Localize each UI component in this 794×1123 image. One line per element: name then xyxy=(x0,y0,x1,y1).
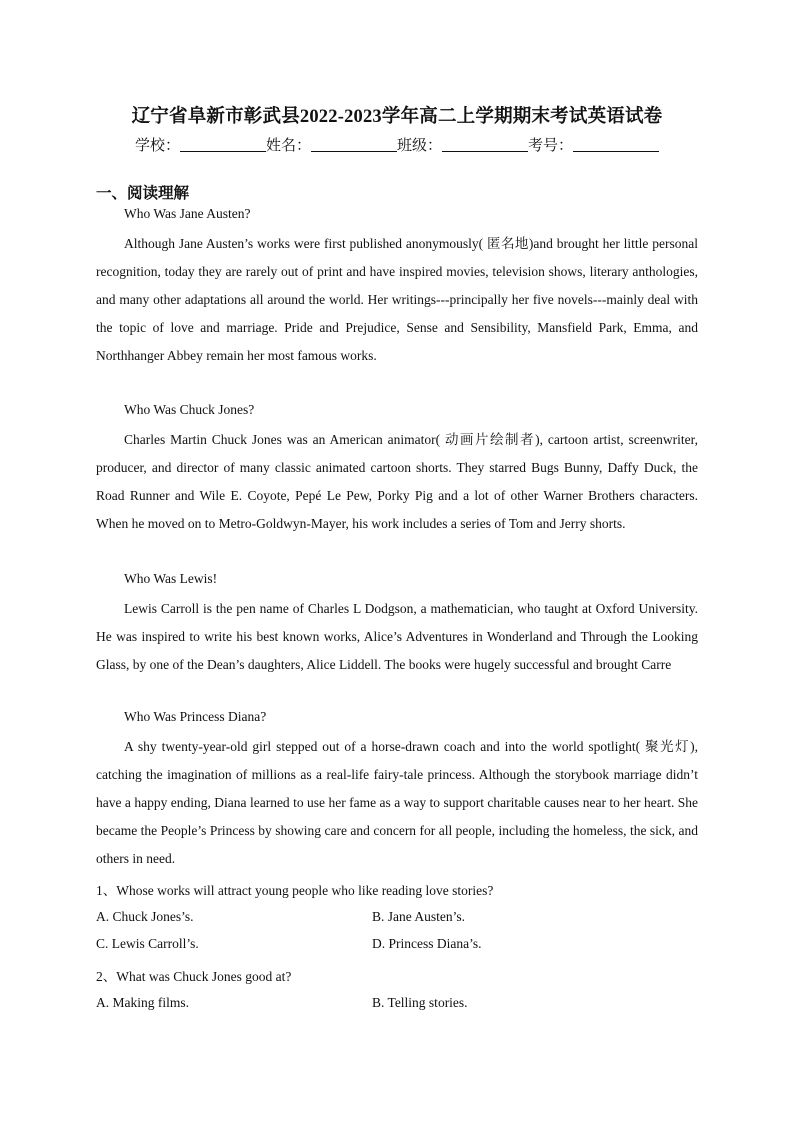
passage-text: Charles Martin Chuck Jones was an American animator( 动画片绘制者), cartoon artist, screenwriter, producer, and director of many classic animated cartoon shorts. They starred Bugs Bunny, Daffy Duck, the Road Runner and Wile E. Coyote, Pepé Le Pew, Porky Pig and a lot of other Warner Brothers characters. When he moved on to Metro-Goldwyn-Mayer, his work includes a series of Tom and Jerry shorts. xyxy=(96,432,698,531)
class-label: 班级： xyxy=(397,138,443,154)
passage-text: Lewis Carroll is the pen name of Charles L Dodgson, a mathematician, who taught at Oxford University. He was inspired to write his best known works, Alice’s Adventures in Wonderland and Through the Looking Glass, by one of the Dean’s daughters, Alice Liddell. The books were hugely successful and brought Carre xyxy=(96,601,698,672)
number-label: 考号： xyxy=(528,138,574,154)
passage-title: Who Was Chuck Jones? xyxy=(124,402,255,417)
exam-title: 辽宁省阜新市彰武县2022-2023学年高二上学期期末考试英语试卷 xyxy=(131,107,663,127)
passage-title: Who Was Lewis! xyxy=(124,571,218,586)
number-blank xyxy=(573,137,659,152)
school-blank xyxy=(180,137,266,152)
passage-text: Although Jane Austen’s works were first published anonymously( 匿名地)and brought her little personal recognition, today they are rarely out of print and have inspired movies, television shows, literary anthologies, and many other adaptations all around the world. Her writings---principally her five novels---mainly deal with the topic of love and marriage. Pride and Prejudice, Sense and Sensibility, Mansfield Park, Emma, and Northhanger Abbey remain her most famous works. xyxy=(96,236,698,363)
passage-4 xyxy=(96,707,698,873)
passage-title: Who Was Princess Diana? xyxy=(124,709,267,724)
class-blank xyxy=(442,137,528,152)
passage-3 xyxy=(96,569,698,679)
question-2-stem: 2、What was Chuck Jones good at? xyxy=(96,969,292,984)
question-1-option-b[interactable]: B. Jane Austen’s. xyxy=(372,909,465,924)
passage-title: Who Was Jane Austen? xyxy=(124,206,251,221)
passage-text: A shy twenty-year-old girl stepped out of a horse-drawn coach and into the world spotlight( 聚光灯), catching the imagination of millions as a real-life fairy-tale princess. Although the storybook marriage didn’t have a happy ending, Diana learned to use her fame as a way to support charitable causes near to her heart. She became the People’s Princess by showing care and concern for all people, including the homeless, the sick, and others in need. xyxy=(96,739,698,866)
name-label: 姓名： xyxy=(265,138,311,154)
question-1-option-c[interactable]: C. Lewis Carroll’s. xyxy=(96,936,199,951)
passage-1 xyxy=(96,204,698,370)
student-info-line xyxy=(0,134,794,155)
section-heading: 一、阅读理解 xyxy=(96,185,190,202)
question-2-option-a[interactable]: A. Making films. xyxy=(96,995,189,1010)
school-label: 学校： xyxy=(134,138,180,154)
passage-2 xyxy=(96,400,698,538)
name-blank xyxy=(311,137,397,152)
question-1-option-a[interactable]: A. Chuck Jones’s. xyxy=(96,909,194,924)
question-2-option-b[interactable]: B. Telling stories. xyxy=(372,995,468,1010)
question-1-option-d[interactable]: D. Princess Diana’s. xyxy=(372,936,482,951)
question-1-stem: 1、Whose works will attract young people who like reading love stories? xyxy=(96,883,494,898)
